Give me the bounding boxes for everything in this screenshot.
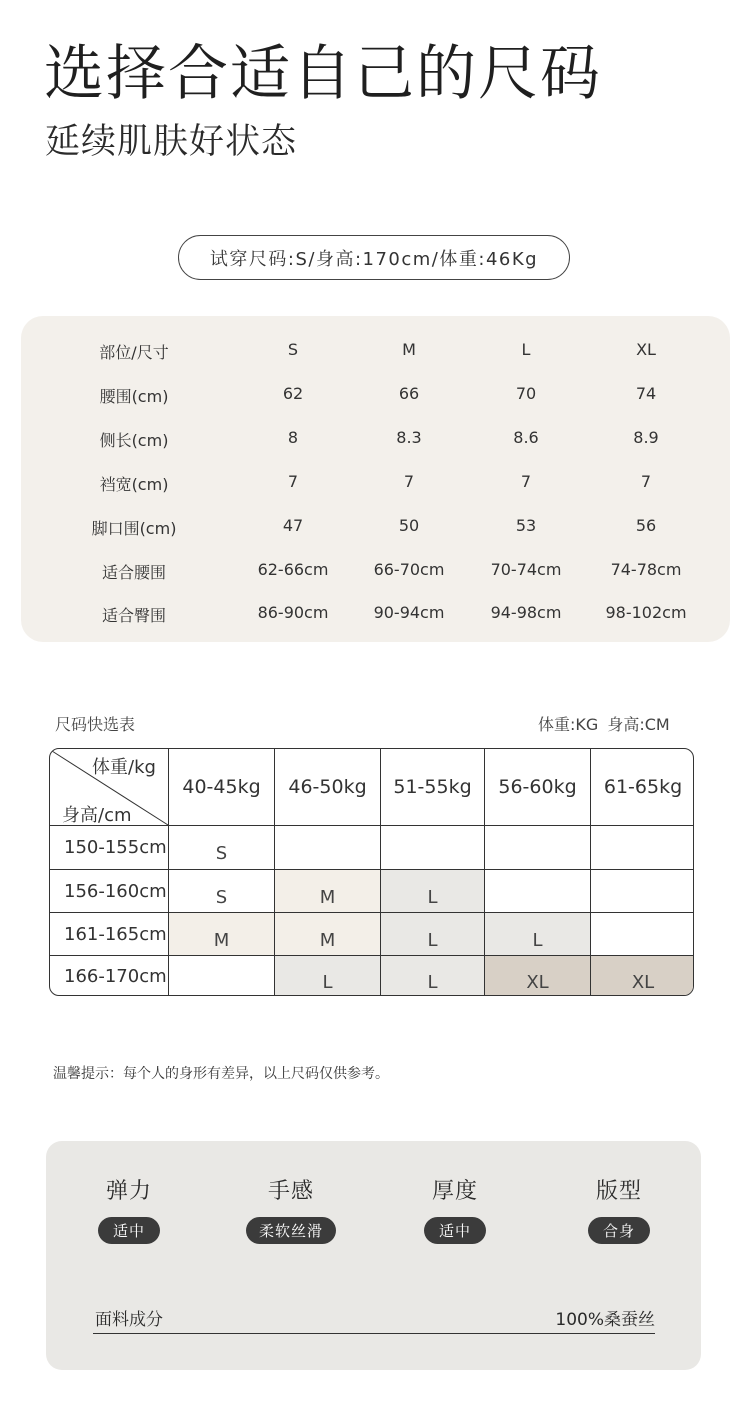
size-chart-row-label: 腰围(cm) <box>99 387 169 406</box>
fabric-value: 100%桑蚕丝 <box>555 1310 655 1330</box>
size-recommendation-value: S <box>215 886 228 908</box>
size-recommendation-cell <box>591 826 694 870</box>
size-recommendation-cell <box>169 826 275 870</box>
feature-card <box>46 1141 701 1370</box>
size-chart-row-label: 适合腰围 <box>101 563 166 582</box>
size-chart-cell: 74 <box>635 384 657 403</box>
fabric-label: 面料成分 <box>95 1310 163 1330</box>
size-quick-select-table <box>49 748 694 996</box>
size-chart-cell: 7 <box>287 472 299 491</box>
feature-title: 手感 <box>267 1179 314 1204</box>
size-recommendation-cell <box>275 913 381 956</box>
size-chart-cell: 8.6 <box>513 428 539 447</box>
size-recommendation-cell <box>485 913 591 956</box>
size-chart-cell: 7 <box>403 472 415 491</box>
size-chart-cell: 62-66cm <box>257 560 329 579</box>
size-recommendation-value: L <box>427 972 438 993</box>
size-recommendation-cell <box>169 913 275 956</box>
size-chart-cell: 7 <box>520 472 532 491</box>
size-recommendation-cell <box>485 870 591 913</box>
height-row-header: 156-160cm <box>50 870 169 913</box>
feature-value-badge: 柔软丝滑 <box>246 1217 336 1244</box>
size-chart-cell: 94-98cm <box>490 603 562 622</box>
size-recommendation-cell <box>591 956 694 996</box>
model-info-badge: 试穿尺码:S/身高:170cm/体重:46Kg <box>178 235 570 280</box>
size-chart-row <box>21 556 730 586</box>
size-chart-cell: 86-90cm <box>257 603 329 622</box>
size-chart-cell: 47 <box>282 516 304 535</box>
size-chart-cell: 98-102cm <box>605 603 687 622</box>
height-row-header: 166-170cm <box>50 956 169 996</box>
size-chart-cell: 66 <box>398 384 420 403</box>
size-recommendation-cell <box>381 826 485 870</box>
size-chart-card <box>21 316 730 642</box>
size-chart-cell: 70-74cm <box>490 560 562 579</box>
size-chart-cell: 70 <box>515 384 537 403</box>
size-recommendation-cell <box>381 913 485 956</box>
size-recommendation-value: L <box>427 929 438 951</box>
weight-header: 46-50kg <box>275 749 381 826</box>
size-chart-cell: L <box>521 340 531 359</box>
size-chart-cell: M <box>402 340 416 359</box>
size-chart-cell: 7 <box>640 472 652 491</box>
weight-header: 56-60kg <box>485 749 591 826</box>
size-note: 温馨提示：每个人的身形有差异，以上尺码仅供参考。 <box>53 1066 389 1082</box>
size-recommendation-value: L <box>322 972 333 993</box>
page-subtitle: 延续肌肤好状态 <box>45 122 298 162</box>
size-recommendation-value: XL <box>631 972 655 993</box>
size-chart-row-label: 裆宽(cm) <box>99 475 169 494</box>
size-chart-cell: 50 <box>398 516 420 535</box>
size-recommendation-cell <box>591 913 694 956</box>
size-chart-row-label: 部位/尺寸 <box>99 343 169 362</box>
size-chart-row <box>21 512 730 542</box>
feature-title: 厚度 <box>431 1179 478 1204</box>
quick-table-label: 尺码快选表 <box>55 715 136 734</box>
page-title: 选择合适自己的尺码 <box>44 39 602 109</box>
size-chart-cell: 8.3 <box>396 428 422 447</box>
height-row-header: 161-165cm <box>50 913 169 956</box>
height-row-header: 150-155cm <box>50 826 169 870</box>
size-chart-cell: S <box>287 340 299 359</box>
size-recommendation-cell <box>275 826 381 870</box>
size-recommendation-value: S <box>215 843 228 864</box>
size-chart-row-label: 脚口围(cm) <box>91 519 177 538</box>
size-chart-row <box>21 424 730 454</box>
size-chart-header-row <box>21 336 730 366</box>
weight-header: 61-65kg <box>591 749 694 826</box>
feature-title: 版型 <box>595 1179 642 1204</box>
size-chart-row <box>21 468 730 498</box>
size-recommendation-cell <box>169 870 275 913</box>
unit-label: 体重:KG 身高:CM <box>538 715 670 734</box>
size-recommendation-cell <box>275 870 381 913</box>
size-chart-row <box>21 599 730 629</box>
size-chart-cell: 90-94cm <box>373 603 445 622</box>
size-recommendation-cell <box>169 956 275 996</box>
size-recommendation-cell <box>381 956 485 996</box>
corner-height-label: 身高/cm <box>62 805 132 826</box>
fabric-divider <box>93 1333 655 1334</box>
size-chart-cell: 56 <box>635 516 657 535</box>
feature-value-badge: 适中 <box>424 1217 486 1244</box>
feature-value-badge: 合身 <box>588 1217 650 1244</box>
size-chart-cell: 74-78cm <box>610 560 682 579</box>
size-recommendation-value: L <box>532 929 543 951</box>
feature-title: 弹力 <box>105 1179 152 1204</box>
size-chart-cell: 53 <box>515 516 537 535</box>
size-recommendation-value: XL <box>526 972 549 993</box>
size-chart-cell: XL <box>636 340 656 359</box>
size-recommendation-value: M <box>319 886 336 908</box>
size-chart-cell: 62 <box>282 384 304 403</box>
size-recommendation-cell <box>485 826 591 870</box>
size-chart-row-label: 侧长(cm) <box>99 431 169 450</box>
size-recommendation-value: M <box>319 929 336 951</box>
size-recommendation-value: L <box>427 886 438 908</box>
size-recommendation-cell <box>381 870 485 913</box>
size-recommendation-cell <box>485 956 591 996</box>
size-chart-row <box>21 380 730 410</box>
size-recommendation-cell <box>275 956 381 996</box>
size-chart-cell: 8.9 <box>633 428 659 447</box>
size-recommendation-value: M <box>213 929 230 951</box>
corner-weight-label: 体重/kg <box>92 757 156 778</box>
feature-value-badge: 适中 <box>98 1217 160 1244</box>
size-chart-cell: 66-70cm <box>373 560 445 579</box>
size-chart-cell: 8 <box>287 428 299 447</box>
weight-header: 51-55kg <box>381 749 485 826</box>
size-recommendation-cell <box>591 870 694 913</box>
size-chart-row-label: 适合臀围 <box>101 606 166 625</box>
weight-header: 40-45kg <box>169 749 275 826</box>
